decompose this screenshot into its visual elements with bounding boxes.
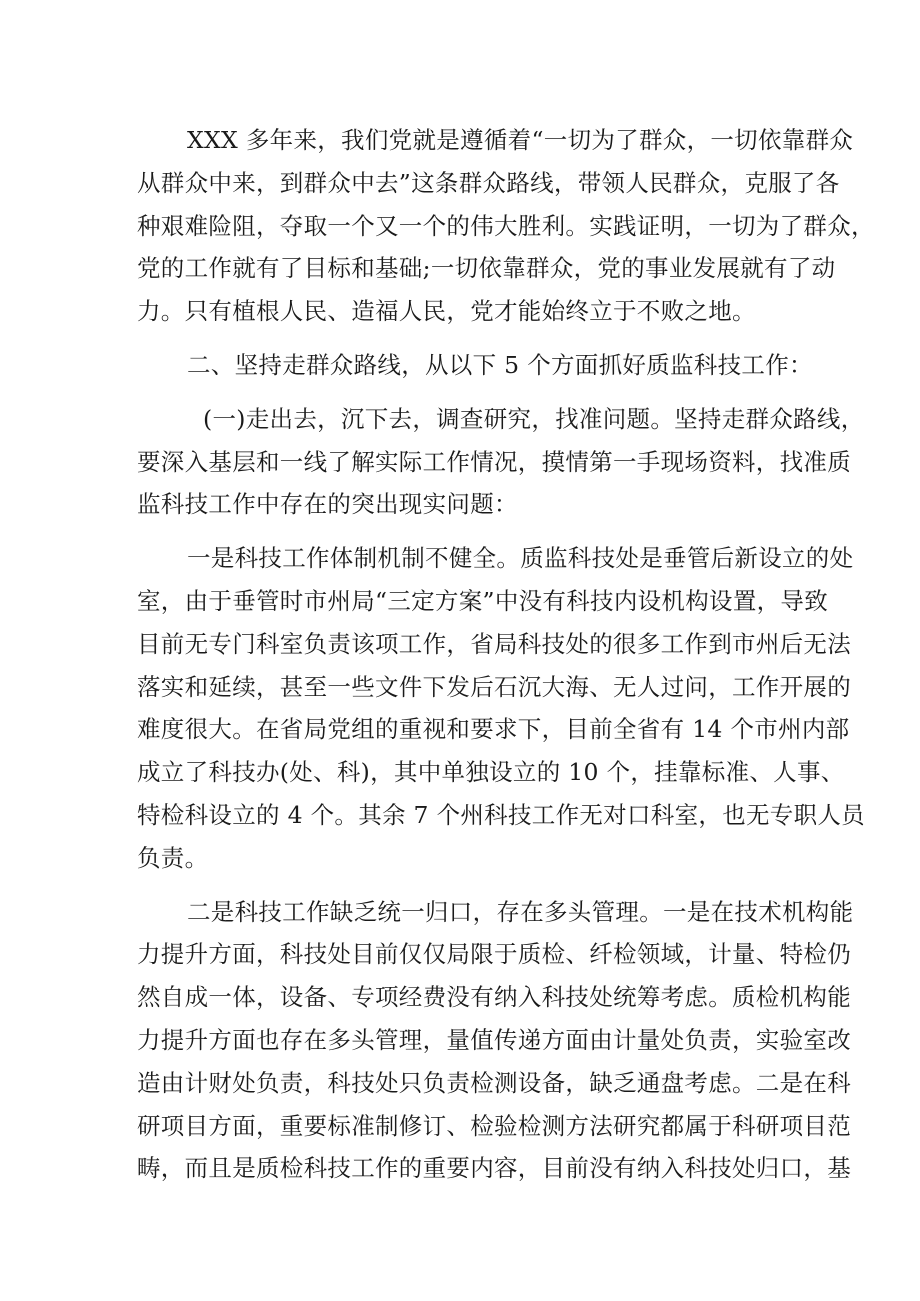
paragraph-1-line-2: 从群众中来，到群众中去”这条群众路线，带领人民群众，克服了各 bbox=[137, 168, 840, 197]
paragraph-2-line-6: 成立了科技办(处、科)，其中单独设立的 10 个，挂靠标准、人事、 bbox=[137, 758, 845, 787]
paragraph-1-line-1: XXX 多年来，我们党就是遵循着“一切为了群众，一切依靠群众 bbox=[187, 126, 854, 154]
paragraph-1-line-5: 力。只有植根人民、造福人民，党才能始终立于不败之地。 bbox=[137, 297, 756, 326]
paragraph-2-line-1: 一是科技工作体制机制不健全。质监科技处是垂管后新设立的处 bbox=[187, 544, 854, 573]
paragraph-3-line-7: 畴，而且是质检科技工作的重要内容，目前没有纳入科技处归口，基 bbox=[137, 1154, 851, 1183]
paragraph-3-line-2: 力提升方面，科技处目前仅仅局限于质检、纤检领域，计量、特检仍 bbox=[137, 940, 851, 969]
paragraph-3-line-6: 研项目方面，重要标准制修订、检验检测方法研究都属于科研项目范 bbox=[137, 1111, 851, 1140]
paragraph-2-line-2: 室，由于垂管时市州局“三定方案”中没有科技内设机构设置，导致 bbox=[137, 586, 829, 615]
paragraph-2-line-4: 落实和延续，甚至一些文件下发后石沉大海、无人过问，工作开展的 bbox=[137, 672, 851, 701]
paragraph-3-line-4: 力提升方面也存在多头管理，量值传递方面由计量处负责，实验室改 bbox=[137, 1025, 851, 1054]
section-heading-2: 二、坚持走群众路线，从以下 5 个方面抓好质监科技工作： bbox=[187, 350, 813, 379]
paragraph-2-line-7: 特检科设立的 4 个。其余 7 个州科技工作无对口科室，也无专职人员 bbox=[137, 800, 865, 829]
subsection-heading-1-line-1: (一)走出去，沉下去，调查研究，找准问题。坚持走群众路线， bbox=[203, 404, 865, 433]
paragraph-1-line-3: 种艰难险阻，夺取一个又一个的伟大胜利。实践证明，一切为了群众， bbox=[137, 211, 875, 240]
paragraph-2-line-8: 负责。 bbox=[137, 843, 209, 872]
paragraph-3-line-3: 然自成一体，设备、专项经费没有纳入科技处统筹考虑。质检机构能 bbox=[137, 983, 851, 1012]
subsection-heading-1-line-3: 监科技工作中存在的突出现实问题： bbox=[137, 490, 518, 519]
paragraph-3-line-1: 二是科技工作缺乏统一归口，存在多头管理。一是在技术机构能 bbox=[187, 897, 854, 926]
document-body bbox=[137, 119, 875, 1190]
subsection-heading-1-line-2: 要深入基层和一线了解实际工作情况，摸情第一手现场资料，找准质 bbox=[137, 447, 851, 476]
paragraph-2-line-3: 目前无专门科室负责该项工作，省局科技处的很多工作到市州后无法 bbox=[137, 629, 851, 658]
paragraph-1-line-4: 党的工作就有了目标和基础;一切依靠群众，党的事业发展就有了动 bbox=[137, 254, 836, 283]
paragraph-2-line-5: 难度很大。在省局党组的重视和要求下，目前全省有 14 个市州内部 bbox=[137, 715, 850, 744]
paragraph-3-line-5: 造由计财处负责，科技处只负责检测设备，缺乏通盘考虑。二是在科 bbox=[137, 1068, 851, 1097]
